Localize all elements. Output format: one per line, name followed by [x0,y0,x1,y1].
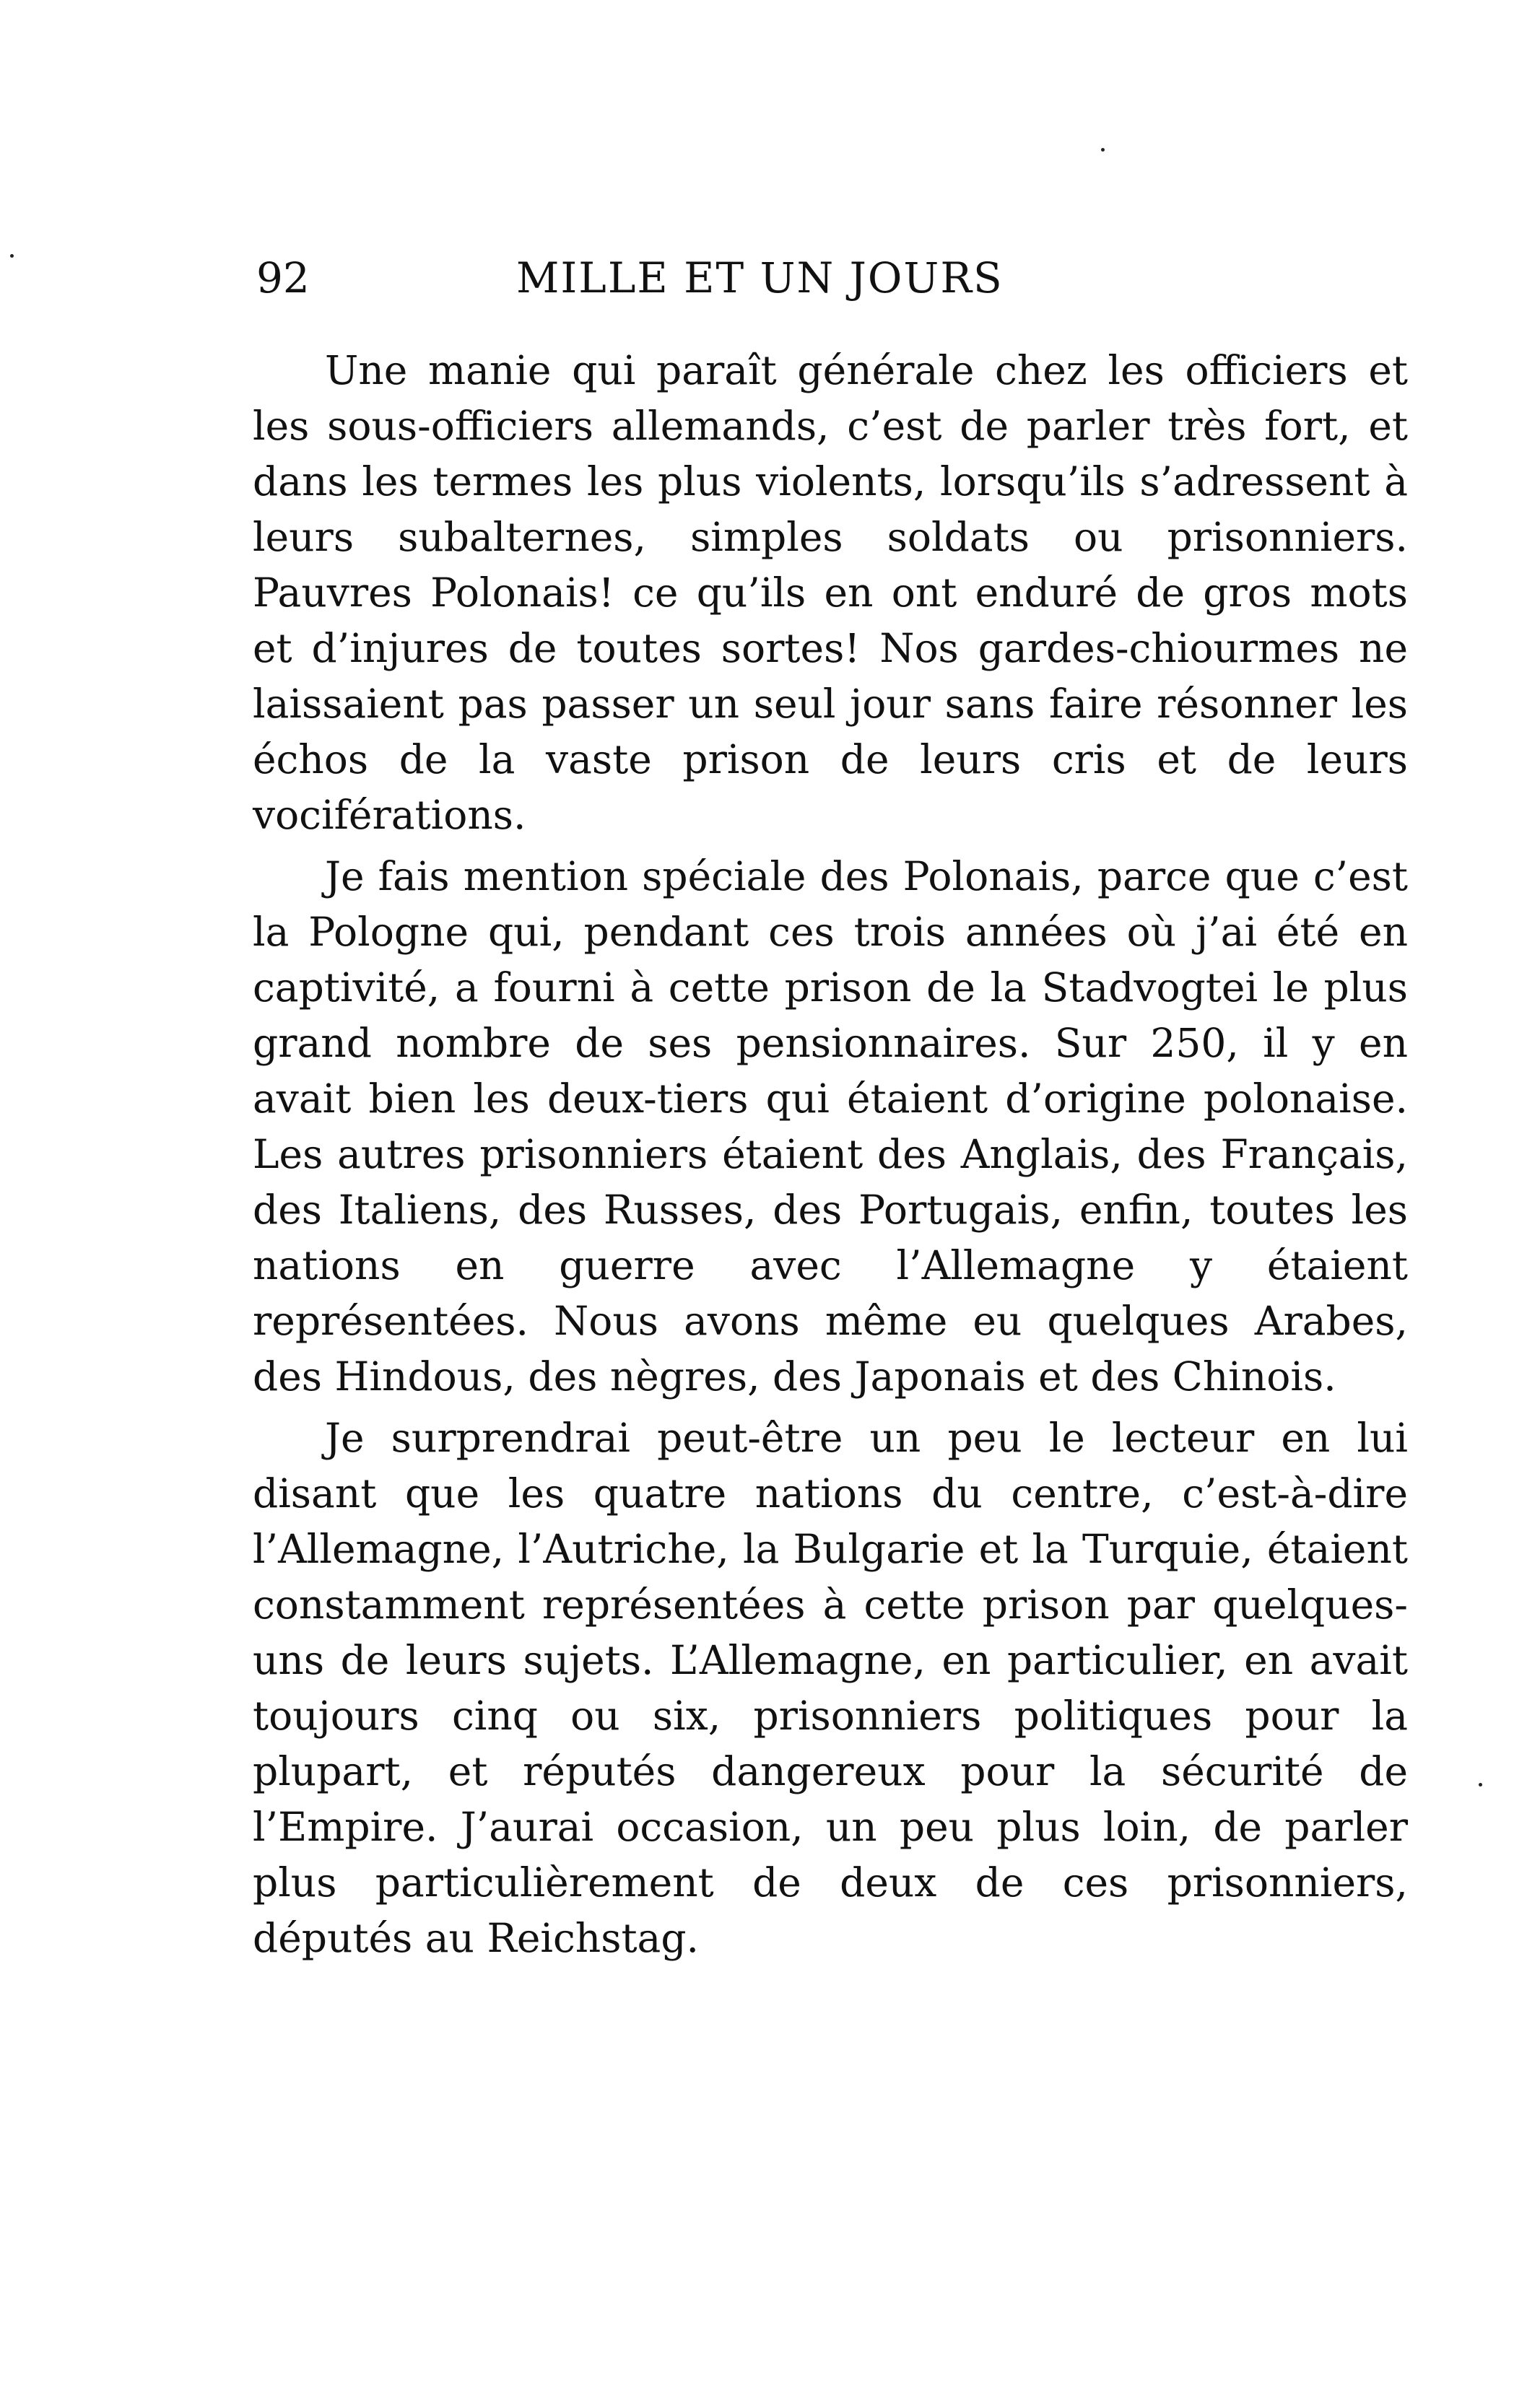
print-speck [1479,1783,1482,1787]
paragraph: Une manie qui paraît générale chez les officiers et les sous-officiers allemands, c’est de parler très fort, et dans les termes les plus violents, lorsqu’ils s’adressent à leurs subalternes, simples soldats ou prisonniers. Pauvres Polonais! ce qu’ils en ont enduré de gros mots et d’injures de toutes sortes! Nos gardes-chiourmes ne laissaient pas passer un seul jour sans faire résonner les échos de la vaste prison de leurs cris et de leurs vociférations. [253,347,1408,838]
paragraph: Je fais mention spéciale des Polonais, parce que c’est la Pologne qui, pendant ces trois années où j’ai été en captivité, a fourni à cette prison de la Stadvogtei le plus grand nombre de ses pensionnaires. Sur 250, il y en avait bien les deux-tiers qui étaient d’origine polonaise. Les autres prisonniers étaient des Anglais, des Français, des Italiens, des Russes, des Portugais, enfin, toutes les nations en guerre avec l’Allemagne y étaient représentées. Nous avons même eu quelques Arabes, des Hindous, des nègres, des Japonais et des Chinois. [253,853,1408,1400]
print-speck [10,254,14,258]
running-title: MILLE ET UN JOURS [516,253,1004,302]
running-header [256,238,1397,318]
page-number: 92 [256,253,310,302]
body-text [253,343,1408,1972]
paragraph: Je surprendrai peut-être un peu le lecteur en lui disant que les quatre nations du centre, c’est-à-dire l’Allemagne, l’Autriche, la Bulgarie et la Turquie, étaient constamment représentées à cette prison par quelques-uns de leurs sujets. L’Allemagne, en particulier, en avait toujours cinq ou six, prisonniers politiques pour la plupart, et réputés dangereux pour la sécurité de l’Empire. J’aurai occasion, un peu plus loin, de parler plus particulièrement de deux de ces prisonniers, députés au Reichstag. [253,1415,1408,1961]
print-speck [1101,148,1105,152]
